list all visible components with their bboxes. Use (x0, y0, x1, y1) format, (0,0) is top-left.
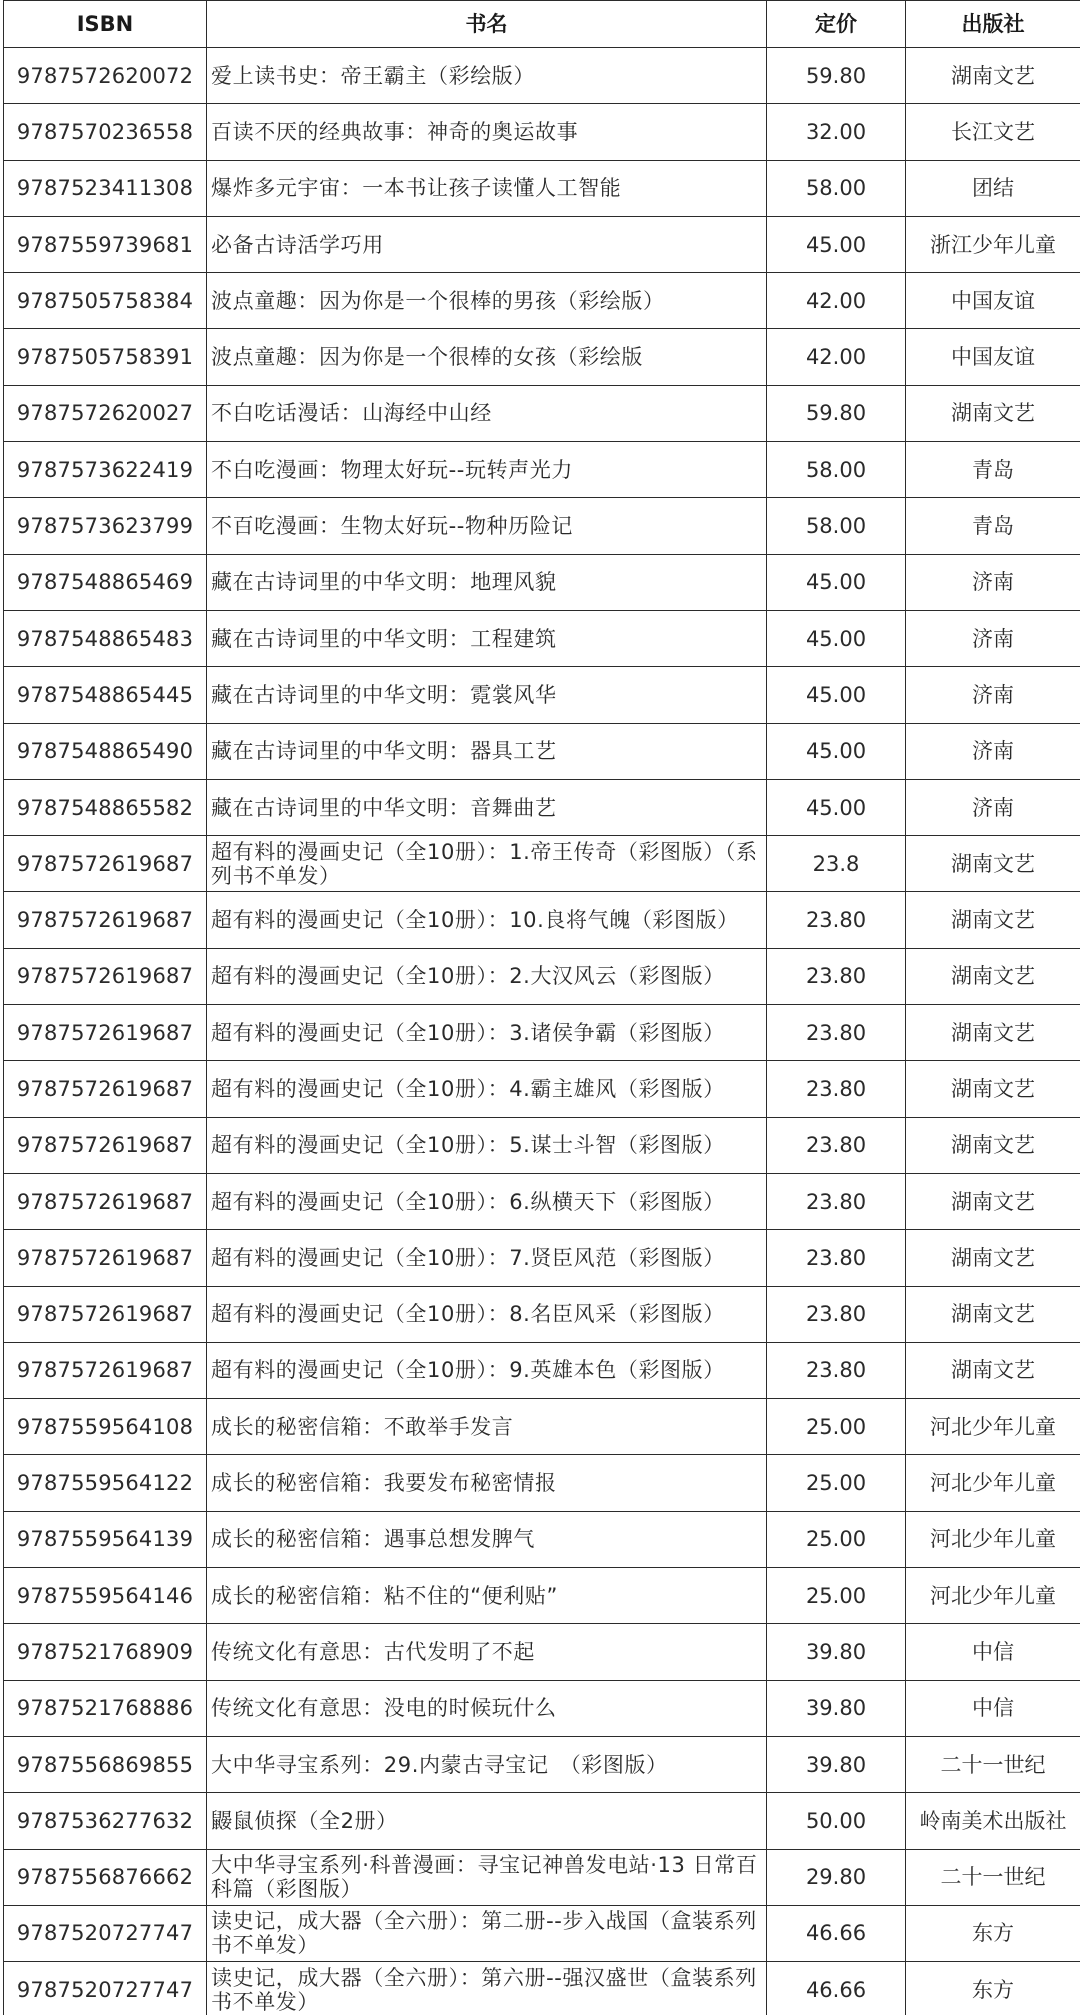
book-table (3, 0, 1080, 2015)
table-body (4, 48, 1080, 2015)
publisher-cell: 东方 (906, 1905, 1080, 1961)
isbn-cell: 9787548865445 (4, 667, 207, 723)
title-cell (207, 948, 767, 1004)
publisher-cell: 团结 (906, 160, 1080, 216)
price-cell: 23.80 (767, 892, 906, 948)
table-row (4, 1005, 1080, 1061)
price-cell: 46.66 (767, 1962, 906, 2015)
price-cell: 58.00 (767, 442, 906, 498)
isbn-cell: 9787559564146 (4, 1568, 207, 1624)
publisher-cell: 湖南文艺 (906, 1117, 1080, 1173)
header-publisher: 出版社 (906, 1, 1080, 48)
publisher-cell: 湖南文艺 (906, 1342, 1080, 1398)
isbn-cell: 9787548865582 (4, 779, 207, 835)
book-title: 大中华寻宝系列·科普漫画：寻宝记神兽发电站·13 日常百科篇（彩图版） (211, 1853, 758, 1902)
price-cell: 45.00 (767, 554, 906, 610)
table-row (4, 160, 1080, 216)
publisher-cell: 湖南文艺 (906, 385, 1080, 441)
price-cell: 23.80 (767, 948, 906, 1004)
price-cell: 50.00 (767, 1793, 906, 1849)
title-cell (207, 273, 767, 329)
isbn-cell: 9787572619687 (4, 1117, 207, 1173)
price-cell: 23.80 (767, 1173, 906, 1229)
price-cell: 25.00 (767, 1455, 906, 1511)
publisher-cell: 湖南文艺 (906, 1005, 1080, 1061)
table-row (4, 948, 1080, 1004)
isbn-cell: 9787520727747 (4, 1962, 207, 2015)
title-cell (207, 160, 767, 216)
book-title: 超有料的漫画史记（全10册）：4.霸主雄风（彩图版） (211, 1076, 725, 1101)
table-row (4, 1230, 1080, 1286)
book-title: 超有料的漫画史记（全10册）：9.英雄本色（彩图版） (211, 1358, 725, 1383)
book-title: 成长的秘密信箱：我要发布秘密情报 (211, 1471, 557, 1496)
book-title: 藏在古诗词里的中华文明：霓裳风华 (211, 682, 557, 707)
title-cell (207, 1005, 767, 1061)
table-row (4, 667, 1080, 723)
isbn-cell: 9787548865469 (4, 554, 207, 610)
title-cell (207, 1680, 767, 1736)
price-cell: 23.80 (767, 1230, 906, 1286)
title-cell (207, 1117, 767, 1173)
book-title: 超有料的漫画史记（全10册）：3.诸侯争霸（彩图版） (211, 1020, 725, 1045)
title-cell (207, 1230, 767, 1286)
table-row (4, 1117, 1080, 1173)
title-cell (207, 442, 767, 498)
price-cell: 23.80 (767, 1286, 906, 1342)
price-cell: 46.66 (767, 1905, 906, 1961)
isbn-cell: 9787572619687 (4, 1230, 207, 1286)
title-cell (207, 1286, 767, 1342)
price-cell: 58.00 (767, 498, 906, 554)
publisher-cell: 二十一世纪 (906, 1849, 1080, 1905)
table-row (4, 1173, 1080, 1229)
publisher-cell: 湖南文艺 (906, 1286, 1080, 1342)
price-cell: 45.00 (767, 610, 906, 666)
isbn-cell: 9787559564122 (4, 1455, 207, 1511)
publisher-cell: 河北少年儿童 (906, 1399, 1080, 1455)
publisher-cell: 中信 (906, 1680, 1080, 1736)
price-cell: 23.80 (767, 1117, 906, 1173)
isbn-cell: 9787548865490 (4, 723, 207, 779)
table-row (4, 1680, 1080, 1736)
title-cell (207, 1849, 767, 1905)
price-cell: 25.00 (767, 1399, 906, 1455)
price-cell: 39.80 (767, 1624, 906, 1680)
publisher-cell: 河北少年儿童 (906, 1455, 1080, 1511)
book-title: 传统文化有意思：古代发明了不起 (211, 1639, 535, 1664)
table-row (4, 1736, 1080, 1792)
book-title: 必备古诗活学巧用 (211, 232, 384, 257)
table-row (4, 1511, 1080, 1567)
table-row (4, 610, 1080, 666)
publisher-cell: 湖南文艺 (906, 1061, 1080, 1117)
isbn-cell: 9787572620027 (4, 385, 207, 441)
isbn-cell: 9787548865483 (4, 610, 207, 666)
isbn-cell: 9787521768886 (4, 1680, 207, 1736)
publisher-cell: 河北少年儿童 (906, 1511, 1080, 1567)
title-cell (207, 723, 767, 779)
publisher-cell: 湖南文艺 (906, 836, 1080, 892)
book-title: 成长的秘密信箱：粘不住的“便利贴” (211, 1583, 558, 1608)
table-row (4, 216, 1080, 272)
header-isbn: ISBN (4, 1, 207, 48)
title-cell (207, 498, 767, 554)
isbn-cell: 9787523411308 (4, 160, 207, 216)
table-row (4, 1962, 1080, 2015)
isbn-cell: 9787572619687 (4, 1005, 207, 1061)
isbn-cell: 9787559564139 (4, 1511, 207, 1567)
isbn-cell: 9787572619687 (4, 1173, 207, 1229)
table-row (4, 723, 1080, 779)
isbn-cell: 9787570236558 (4, 104, 207, 160)
book-title: 爱上读书史：帝王霸主（彩绘版） (211, 63, 535, 88)
title-cell (207, 1061, 767, 1117)
table-row (4, 1793, 1080, 1849)
isbn-cell: 9787536277632 (4, 1793, 207, 1849)
book-list-sheet (3, 0, 1080, 2015)
publisher-cell: 济南 (906, 610, 1080, 666)
table-row (4, 1905, 1080, 1961)
title-cell (207, 385, 767, 441)
book-title: 大中华寻宝系列：29.内蒙古寻宝记 （彩图版） (211, 1752, 668, 1777)
book-title: 读史记，成大器（全六册）：第二册--步入战国（盒装系列书不单发） (211, 1909, 757, 1958)
title-cell (207, 1342, 767, 1398)
isbn-cell: 9787573623799 (4, 498, 207, 554)
isbn-cell: 9787572619687 (4, 948, 207, 1004)
table-row (4, 385, 1080, 441)
table-row (4, 1399, 1080, 1455)
table-row (4, 1342, 1080, 1398)
publisher-cell: 青岛 (906, 442, 1080, 498)
table-row (4, 1849, 1080, 1905)
title-cell (207, 216, 767, 272)
header-price: 定价 (767, 1, 906, 48)
price-cell: 25.00 (767, 1511, 906, 1567)
book-title: 成长的秘密信箱：遇事总想发脾气 (211, 1527, 535, 1552)
book-title: 波点童趣：因为你是一个很棒的女孩（彩绘版 (211, 345, 643, 370)
book-title: 藏在古诗词里的中华文明：器具工艺 (211, 739, 557, 764)
isbn-cell: 9787573622419 (4, 442, 207, 498)
publisher-cell: 岭南美术出版社 (906, 1793, 1080, 1849)
price-cell: 23.8 (767, 836, 906, 892)
table-row (4, 554, 1080, 610)
publisher-cell: 东方 (906, 1962, 1080, 2015)
title-cell (207, 1173, 767, 1229)
publisher-cell: 湖南文艺 (906, 1173, 1080, 1229)
publisher-cell: 济南 (906, 779, 1080, 835)
title-cell (207, 48, 767, 104)
table-row (4, 1568, 1080, 1624)
price-cell: 42.00 (767, 273, 906, 329)
title-cell (207, 104, 767, 160)
price-cell: 23.80 (767, 1342, 906, 1398)
publisher-cell: 河北少年儿童 (906, 1568, 1080, 1624)
title-cell (207, 329, 767, 385)
title-cell (207, 1905, 767, 1961)
book-title: 鼹鼠侦探（全2册） (211, 1808, 398, 1833)
publisher-cell: 中信 (906, 1624, 1080, 1680)
table-row (4, 104, 1080, 160)
table-row (4, 779, 1080, 835)
book-title: 传统文化有意思：没电的时候玩什么 (211, 1696, 557, 1721)
publisher-cell: 浙江少年儿童 (906, 216, 1080, 272)
table-row (4, 892, 1080, 948)
publisher-cell: 湖南文艺 (906, 892, 1080, 948)
title-cell (207, 1793, 767, 1849)
book-title: 超有料的漫画史记（全10册）：8.名臣风采（彩图版） (211, 1302, 725, 1327)
isbn-cell: 9787572619687 (4, 1061, 207, 1117)
table-row (4, 1455, 1080, 1511)
title-cell (207, 1624, 767, 1680)
table-row (4, 1286, 1080, 1342)
publisher-cell: 中国友谊 (906, 329, 1080, 385)
table-row (4, 273, 1080, 329)
isbn-cell: 9787572620072 (4, 48, 207, 104)
isbn-cell: 9787572619687 (4, 1342, 207, 1398)
publisher-cell: 湖南文艺 (906, 948, 1080, 1004)
table-row (4, 1624, 1080, 1680)
title-cell (207, 610, 767, 666)
price-cell: 45.00 (767, 723, 906, 779)
isbn-cell: 9787556869855 (4, 1736, 207, 1792)
book-title: 波点童趣：因为你是一个很棒的男孩（彩绘版） (211, 288, 665, 313)
isbn-cell: 9787505758384 (4, 273, 207, 329)
title-cell (207, 1511, 767, 1567)
header-row (4, 1, 1080, 48)
table-row (4, 329, 1080, 385)
title-cell (207, 1568, 767, 1624)
publisher-cell: 长江文艺 (906, 104, 1080, 160)
table-row (4, 442, 1080, 498)
publisher-cell: 湖南文艺 (906, 1230, 1080, 1286)
table-row (4, 498, 1080, 554)
table-row (4, 48, 1080, 104)
book-title: 超有料的漫画史记（全10册）：6.纵横天下（彩图版） (211, 1189, 725, 1214)
publisher-cell: 济南 (906, 723, 1080, 779)
book-title: 超有料的漫画史记（全10册）：5.谋士斗智（彩图版） (211, 1133, 725, 1158)
price-cell: 42.00 (767, 329, 906, 385)
price-cell: 45.00 (767, 216, 906, 272)
isbn-cell: 9787520727747 (4, 1905, 207, 1961)
price-cell: 23.80 (767, 1061, 906, 1117)
title-cell (207, 836, 767, 892)
price-cell: 25.00 (767, 1568, 906, 1624)
book-title: 藏在古诗词里的中华文明：音舞曲艺 (211, 795, 557, 820)
book-title: 读史记，成大器（全六册）：第六册--强汉盛世（盒装系列书不单发） (211, 1965, 757, 2014)
isbn-cell: 9787572619687 (4, 892, 207, 948)
book-title: 藏在古诗词里的中华文明：工程建筑 (211, 626, 557, 651)
isbn-cell: 9787572619687 (4, 1286, 207, 1342)
book-title: 超有料的漫画史记（全10册）：10.良将气魄（彩图版） (211, 908, 739, 933)
publisher-cell: 济南 (906, 554, 1080, 610)
header-title: 书名 (207, 1, 767, 48)
book-title: 不百吃漫画：生物太好玩--物种历险记 (211, 514, 573, 539)
isbn-cell: 9787559739681 (4, 216, 207, 272)
book-title: 藏在古诗词里的中华文明：地理风貌 (211, 570, 557, 595)
price-cell: 23.80 (767, 1005, 906, 1061)
title-cell (207, 1962, 767, 2015)
title-cell (207, 892, 767, 948)
price-cell: 32.00 (767, 104, 906, 160)
title-cell (207, 667, 767, 723)
title-cell (207, 1399, 767, 1455)
isbn-cell: 9787505758391 (4, 329, 207, 385)
isbn-cell: 9787572619687 (4, 836, 207, 892)
book-title: 超有料的漫画史记（全10册）：1.帝王传奇（彩图版）（系列书不单发） (211, 839, 758, 888)
title-cell (207, 779, 767, 835)
book-title: 百读不厌的经典故事：神奇的奥运故事 (211, 119, 579, 144)
title-cell (207, 1736, 767, 1792)
publisher-cell: 济南 (906, 667, 1080, 723)
price-cell: 45.00 (767, 667, 906, 723)
price-cell: 59.80 (767, 48, 906, 104)
book-title: 不白吃话漫话：山海经中山经 (211, 401, 492, 426)
publisher-cell: 青岛 (906, 498, 1080, 554)
price-cell: 59.80 (767, 385, 906, 441)
price-cell: 45.00 (767, 779, 906, 835)
price-cell: 29.80 (767, 1849, 906, 1905)
price-cell: 58.00 (767, 160, 906, 216)
isbn-cell: 9787559564108 (4, 1399, 207, 1455)
book-title: 超有料的漫画史记（全10册）：2.大汉风云（彩图版） (211, 964, 725, 989)
publisher-cell: 二十一世纪 (906, 1736, 1080, 1792)
publisher-cell: 中国友谊 (906, 273, 1080, 329)
price-cell: 39.80 (767, 1736, 906, 1792)
table-row (4, 1061, 1080, 1117)
publisher-cell: 湖南文艺 (906, 48, 1080, 104)
title-cell (207, 554, 767, 610)
book-title: 爆炸多元宇宙：一本书让孩子读懂人工智能 (211, 176, 622, 201)
book-title: 超有料的漫画史记（全10册）：7.贤臣风范（彩图版） (211, 1245, 725, 1270)
price-cell: 39.80 (767, 1680, 906, 1736)
title-cell (207, 1455, 767, 1511)
book-title: 不白吃漫画：物理太好玩--玩转声光力 (211, 457, 573, 482)
table-row (4, 836, 1080, 892)
isbn-cell: 9787556876662 (4, 1849, 207, 1905)
book-title: 成长的秘密信箱：不敢举手发言 (211, 1414, 514, 1439)
isbn-cell: 9787521768909 (4, 1624, 207, 1680)
